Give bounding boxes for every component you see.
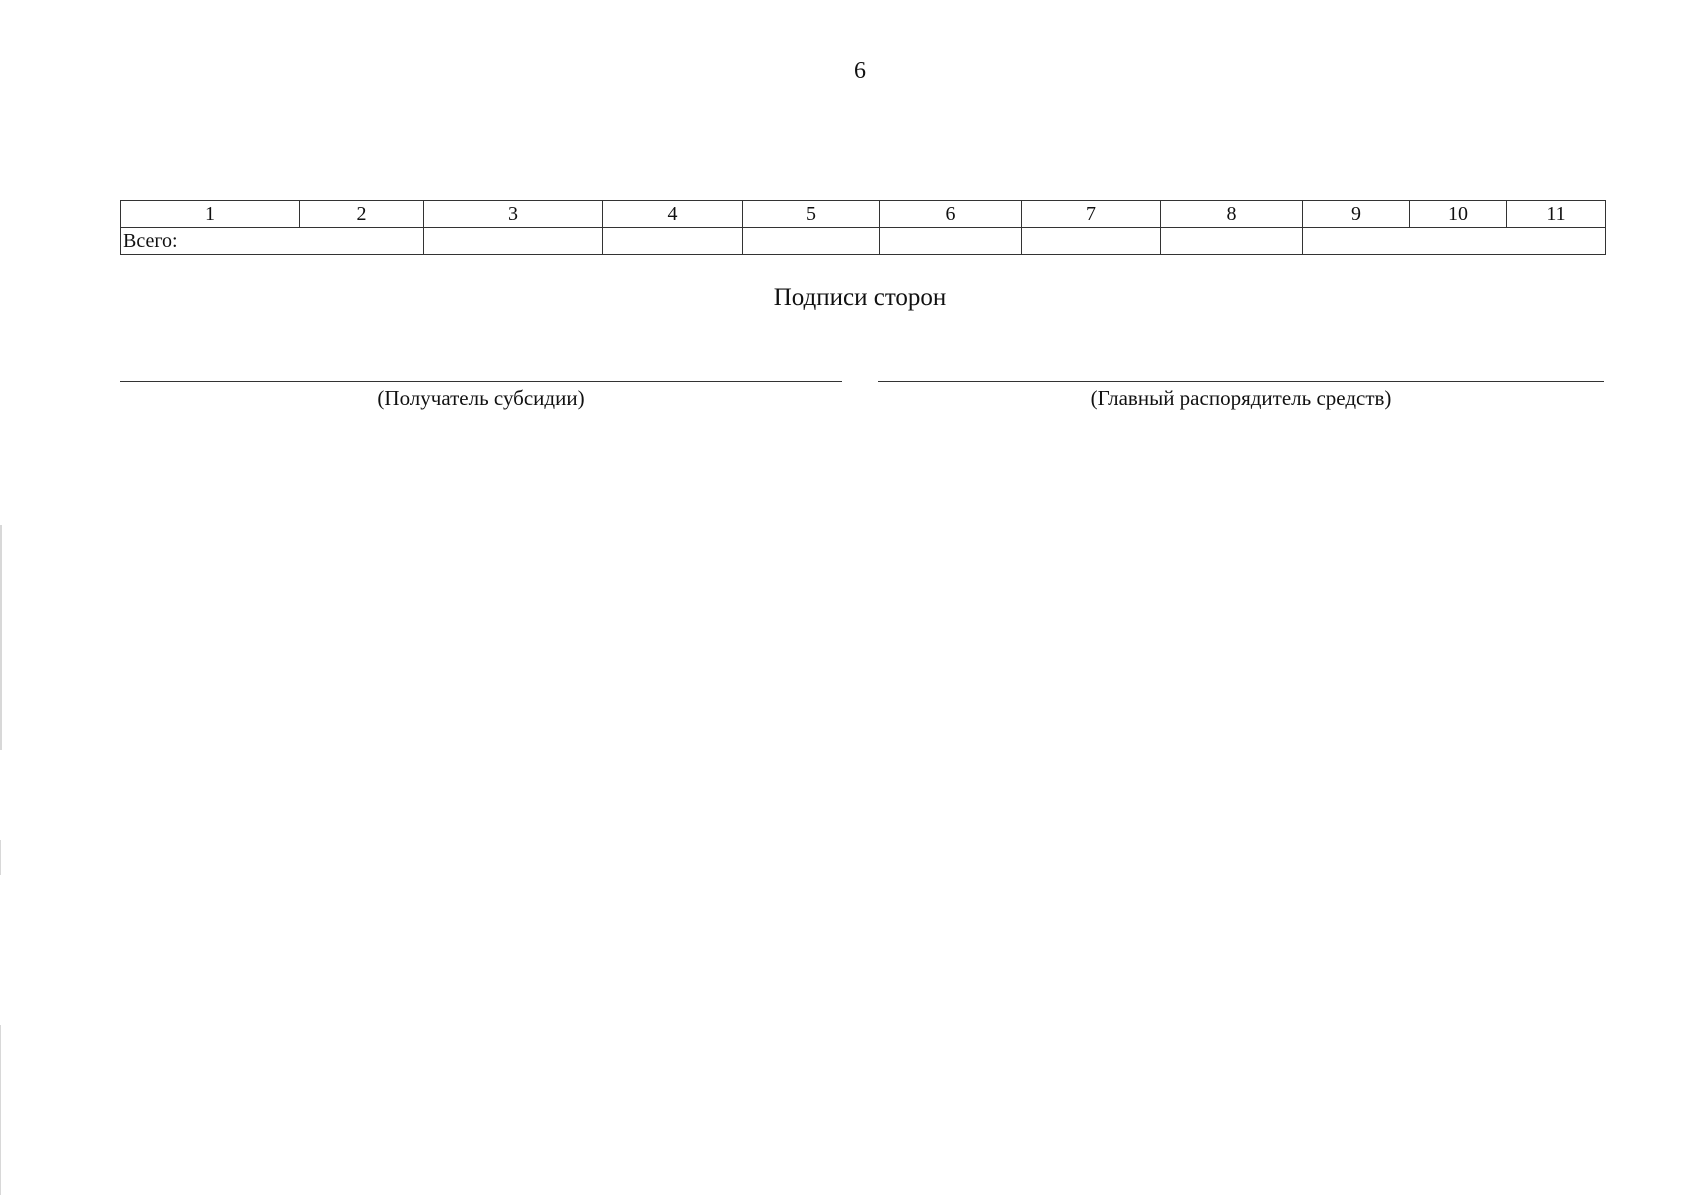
- signature-block-recipient: [120, 381, 842, 411]
- column-number-cell: 3: [424, 201, 603, 228]
- column-number-cell: 8: [1161, 201, 1303, 228]
- column-number-cell: 9: [1303, 201, 1410, 228]
- column-number-cell: 4: [603, 201, 743, 228]
- total-cell: [880, 228, 1022, 255]
- column-number-cell: 6: [880, 201, 1022, 228]
- summary-table: [120, 200, 1605, 255]
- scan-edge-mark: [0, 840, 1, 875]
- scan-edge-mark: [0, 525, 2, 750]
- total-cell: [1022, 228, 1161, 255]
- column-number-cell: 10: [1410, 201, 1507, 228]
- scan-edge-mark: [0, 1025, 1, 1195]
- signature-line: [120, 381, 842, 382]
- signatures-title: Подписи сторон: [773, 284, 947, 311]
- column-number-cell: 2: [300, 201, 424, 228]
- page-number: 6: [854, 58, 866, 84]
- column-number-row: [121, 201, 1606, 228]
- total-label: Всего:: [121, 228, 424, 255]
- column-number-cell: 7: [1022, 201, 1161, 228]
- summary-table-grid: [120, 200, 1606, 255]
- total-cell: [603, 228, 743, 255]
- total-cell: [1303, 228, 1606, 255]
- column-number-cell: 11: [1507, 201, 1606, 228]
- signature-block-distributor: [878, 381, 1604, 411]
- column-number-cell: 5: [743, 201, 880, 228]
- total-cell: [424, 228, 603, 255]
- column-number-cell: 1: [121, 201, 300, 228]
- total-cell: [743, 228, 880, 255]
- signature-caption-distributor: (Главный распорядитель средств): [1090, 386, 1392, 410]
- total-row: [121, 228, 1606, 255]
- signature-caption-recipient: (Получатель субсидии): [377, 386, 585, 410]
- signature-line: [878, 381, 1604, 382]
- total-cell: [1161, 228, 1303, 255]
